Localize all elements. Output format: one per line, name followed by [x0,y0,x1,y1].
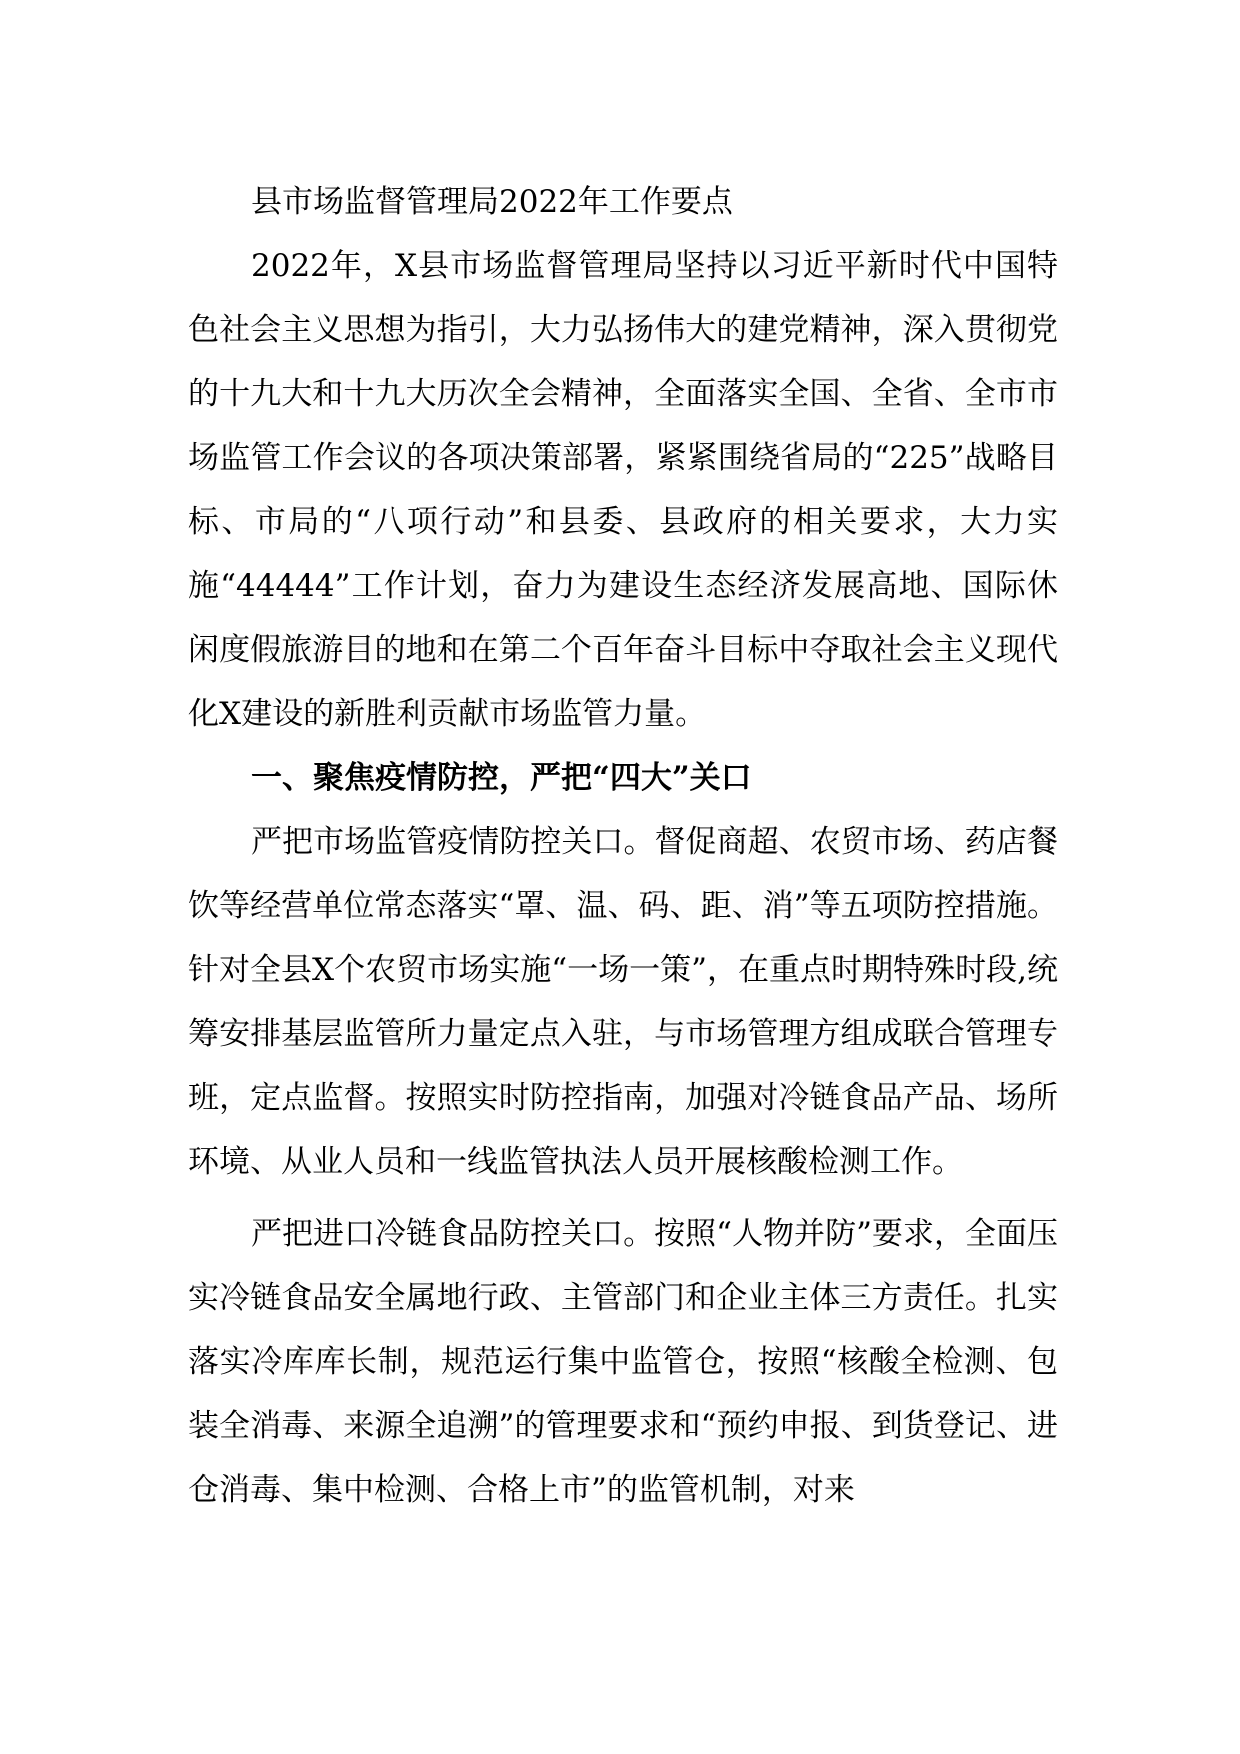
section-paragraph-2: 严把进口冷链食品防控关口。按照“人物并防”要求，全面压实冷链食品安全属地行政、主管部门和企业主体三方责任。扎实落实冷库库长制，规范运行集中监管仓，按照“核酸全检测、包装全消毒、来源全追溯”的管理要求和“预约申报、到货登记、进仓消毒、集中检测、合格上市”的监管机制，对来 [188,1216,1058,1508]
section-heading: 一、聚焦疫情防控，严把“四大”关口 [251,760,752,796]
document-body [188,170,1058,1522]
paragraph-gap [188,1194,1058,1202]
document-title: 县市场监督管理局2022年工作要点 [251,184,733,220]
section-paragraph-1: 严把市场监管疫情防控关口。督促商超、农贸市场、药店餐饮等经营单位常态落实“罩、温、码、距、消”等五项防控措施。针对全县X个农贸市场实施“一场一策”，在重点时期特殊时段,统筹安排基层监管所力量定点入驻，与市场管理方组成联合管理专班，定点监督。按照实时防控指南，加强对冷链食品产品、场所环境、从业人员和一线监管执法人员开展核酸检测工作。 [188,824,1058,1180]
intro-paragraph: 2022年，X县市场监督管理局坚持以习近平新时代中国特色社会主义思想为指引，大力弘扬伟大的建党精神，深入贯彻党的十九大和十九大历次全会精神，全面落实全国、全省、全市市场监管工作会议的各项决策部署，紧紧围绕省局的“225”战略目标、市局的“八项行动”和县委、县政府的相关要求，大力实施“44444”工作计划，奋力为建设生态经济发展高地、国际休闲度假旅游目的地和在第二个百年奋斗目标中夺取社会主义现代化X建设的新胜利贡献市场监管力量。 [188,248,1058,732]
